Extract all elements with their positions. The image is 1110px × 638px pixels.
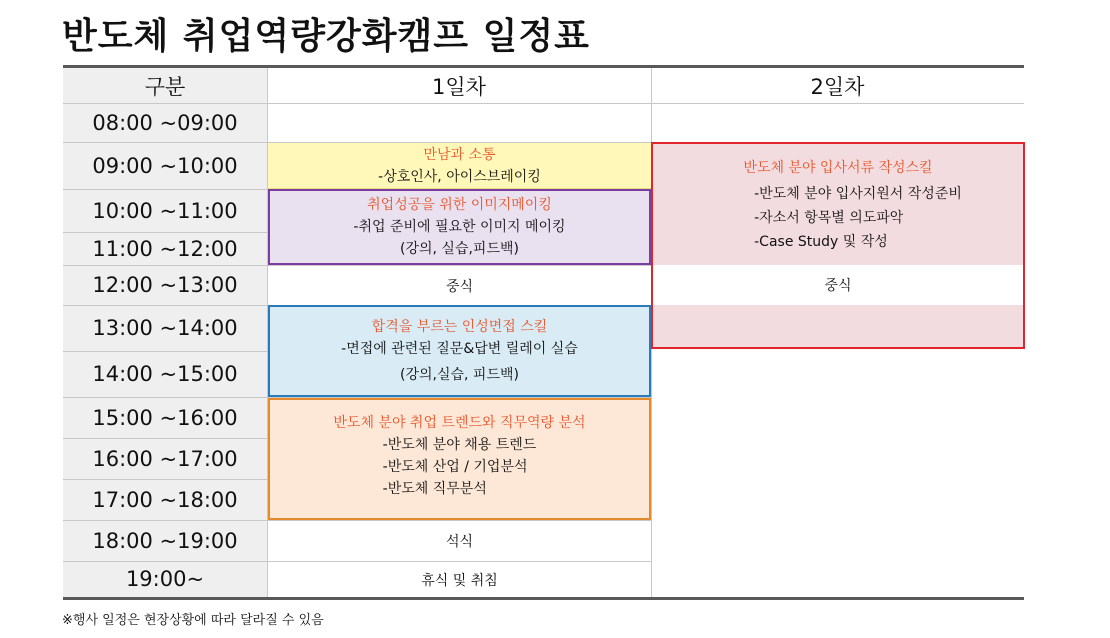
day2-session-application-docs — [651, 142, 1025, 349]
time-slot: 17:00 ~18:00 — [92, 487, 238, 512]
day1-rest: 휴식 및 취침 — [268, 562, 651, 597]
time-slot: 18:00 ~19:00 — [92, 528, 238, 553]
session-line: -반도체 직무분석 — [382, 481, 487, 497]
time-slot: 19:00~ — [125, 567, 205, 591]
day2-lunch: 중식 — [653, 265, 1023, 305]
session-line: -Case Study 및 작성 — [754, 233, 888, 250]
day1-dinner: 석식 — [268, 521, 651, 561]
day2-session-content — [653, 144, 1023, 265]
time-slot: 10:00 ~11:00 — [92, 198, 238, 223]
session-line: -반도체 분야 채용 트렌드 — [382, 437, 537, 453]
session-title: 반도체 분야 입사서류 작성스킬 — [743, 159, 933, 176]
day1-session-image-making — [268, 189, 651, 265]
time-slot: 09:00 ~10:00 — [92, 153, 238, 178]
time-slot: 11:00 ~12:00 — [92, 236, 238, 261]
day1-session-icebreaking — [268, 143, 651, 189]
page-title: 반도체 취업역량강화캠프 일정표 — [62, 16, 590, 57]
day1-lunch: 중식 — [268, 266, 651, 305]
session-title: 반도체 분야 취업 트렌드와 직무역량 분석 — [333, 415, 586, 431]
schedule-table — [63, 68, 1024, 597]
session-lines — [383, 434, 537, 500]
time-slot: 14:00 ~15:00 — [92, 362, 238, 386]
session-line: (강의, 실습,피드백) — [400, 241, 519, 257]
session-line: -상호인사, 아이스브레이킹 — [378, 168, 541, 185]
time-slot: 15:00 ~16:00 — [92, 405, 238, 430]
bottom-rule — [63, 597, 1024, 600]
session-line: -반도체 분야 입사지원서 작성준비 — [754, 185, 962, 202]
footnote: ※행사 일정은 현장상황에 따라 달라질 수 있음 — [62, 613, 324, 628]
session-line: (강의,실습, 피드백) — [400, 367, 519, 383]
header-col-time: 구분 — [144, 74, 186, 99]
session-title: 취업성공을 위한 이미지메이킹 — [367, 197, 552, 213]
session-line: -취업 준비에 필요한 이미지 메이킹 — [353, 219, 566, 235]
day1-session-interview — [268, 305, 651, 397]
session-lines — [754, 182, 962, 254]
session-line: -면접에 관련된 질문&답변 릴레이 실습 — [341, 341, 578, 357]
time-slot: 13:00 ~14:00 — [92, 316, 238, 340]
day1-session-industry-analysis — [268, 398, 651, 520]
time-slot: 16:00 ~17:00 — [92, 446, 238, 471]
time-slot: 12:00 ~13:00 — [92, 273, 238, 297]
header-day1: 1일차 — [432, 74, 486, 99]
header-day2: 2일차 — [810, 74, 865, 99]
session-line: -반도체 산업 / 기업분석 — [382, 459, 528, 475]
session-title: 합격을 부르는 인성면접 스킬 — [371, 319, 548, 335]
session-line: -자소서 항목별 의도파악 — [754, 209, 904, 226]
time-slot: 08:00 ~09:00 — [92, 110, 238, 135]
session-title: 만남과 소통 — [423, 146, 496, 163]
